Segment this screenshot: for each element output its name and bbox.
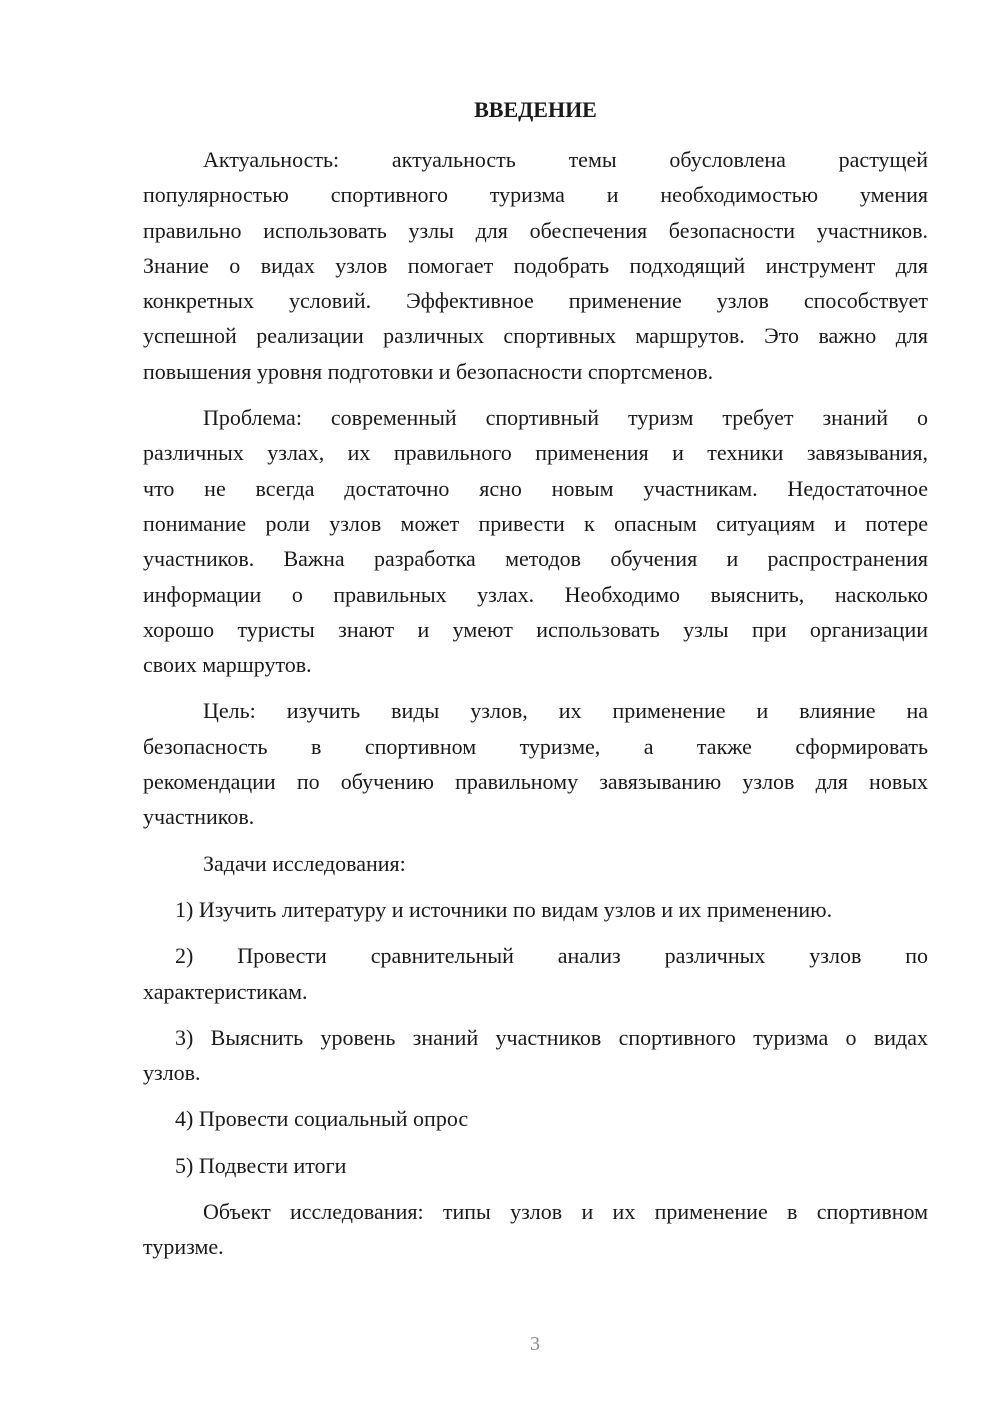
text-line: Объект исследования: типы узлов и их применение в спортивном bbox=[203, 1199, 928, 1225]
text-line: популярностью спортивного туризма и необходимостью умения bbox=[143, 182, 928, 208]
text-line: 1) Изучить литературу и источники по видам узлов и их применению. bbox=[175, 896, 833, 922]
text-line: различных узлах, их правильного применения и техники завязывания, bbox=[143, 440, 928, 466]
text-line: участников. Важна разработка методов обучения и распространения bbox=[143, 546, 928, 572]
text-line: 2) Провести сравнительный анализ различных узлов по bbox=[175, 943, 928, 969]
paragraph bbox=[143, 846, 928, 881]
text-line: успешной реализации различных спортивных маршрутов. Это важно для bbox=[143, 323, 928, 349]
text-line: понимание роли узлов может привести к опасным ситуациям и потере bbox=[143, 510, 928, 536]
section-title: ВВЕДЕНИЕ bbox=[474, 97, 597, 122]
task-item bbox=[143, 892, 928, 927]
text-line: хорошо туристы знают и умеют использовать узлы при организации bbox=[143, 616, 928, 642]
document-page bbox=[143, 93, 928, 1276]
page-number: 3 bbox=[530, 1333, 540, 1355]
task-item bbox=[143, 938, 928, 1009]
text-line: своих маршрутов. bbox=[143, 652, 312, 678]
text-line: характеристикам. bbox=[143, 978, 308, 1004]
text-line: Цель: изучить виды узлов, их применение и влияние на bbox=[203, 698, 928, 724]
text-line: 3) Выяснить уровень знаний участников спортивного туризма о видах bbox=[175, 1024, 928, 1050]
text-line: Актуальность: актуальность темы обусловлена растущей bbox=[203, 147, 928, 172]
paragraph bbox=[143, 400, 928, 682]
text-line: 5) Подвести итоги bbox=[175, 1152, 347, 1178]
paragraph bbox=[143, 142, 928, 389]
text-line: узлов. bbox=[143, 1060, 201, 1086]
text-line: что не всегда достаточно ясно новым участникам. Недостаточное bbox=[143, 475, 928, 501]
document-body bbox=[143, 142, 928, 1265]
text-line: конкретных условий. Эффективное применение узлов способствует bbox=[143, 288, 928, 314]
task-item bbox=[143, 1020, 928, 1091]
task-item bbox=[143, 1148, 928, 1183]
text-line: 4) Провести социальный опрос bbox=[175, 1106, 469, 1132]
text-line: рекомендации по обучению правильному завязыванию узлов для новых bbox=[143, 769, 928, 795]
text-line: Задачи исследования: bbox=[203, 850, 406, 876]
text-line: безопасность в спортивном туризме, а также сформировать bbox=[143, 733, 928, 759]
task-item bbox=[143, 1101, 928, 1136]
text-line: Проблема: современный спортивный туризм требует знаний о bbox=[203, 405, 928, 431]
text-line: Знание о видах узлов помогает подобрать подходящий инструмент для bbox=[143, 252, 928, 278]
text-line: правильно использовать узлы для обеспечения безопасности участников. bbox=[143, 217, 928, 243]
text-line: информации о правильных узлах. Необходимо выяснить, насколько bbox=[143, 581, 928, 607]
paragraph bbox=[143, 1194, 928, 1265]
paragraph bbox=[143, 693, 928, 834]
text-line: повышения уровня подготовки и безопасности спортсменов. bbox=[143, 358, 714, 384]
text-line: туризме. bbox=[143, 1234, 224, 1260]
text-line: участников. bbox=[143, 804, 255, 830]
